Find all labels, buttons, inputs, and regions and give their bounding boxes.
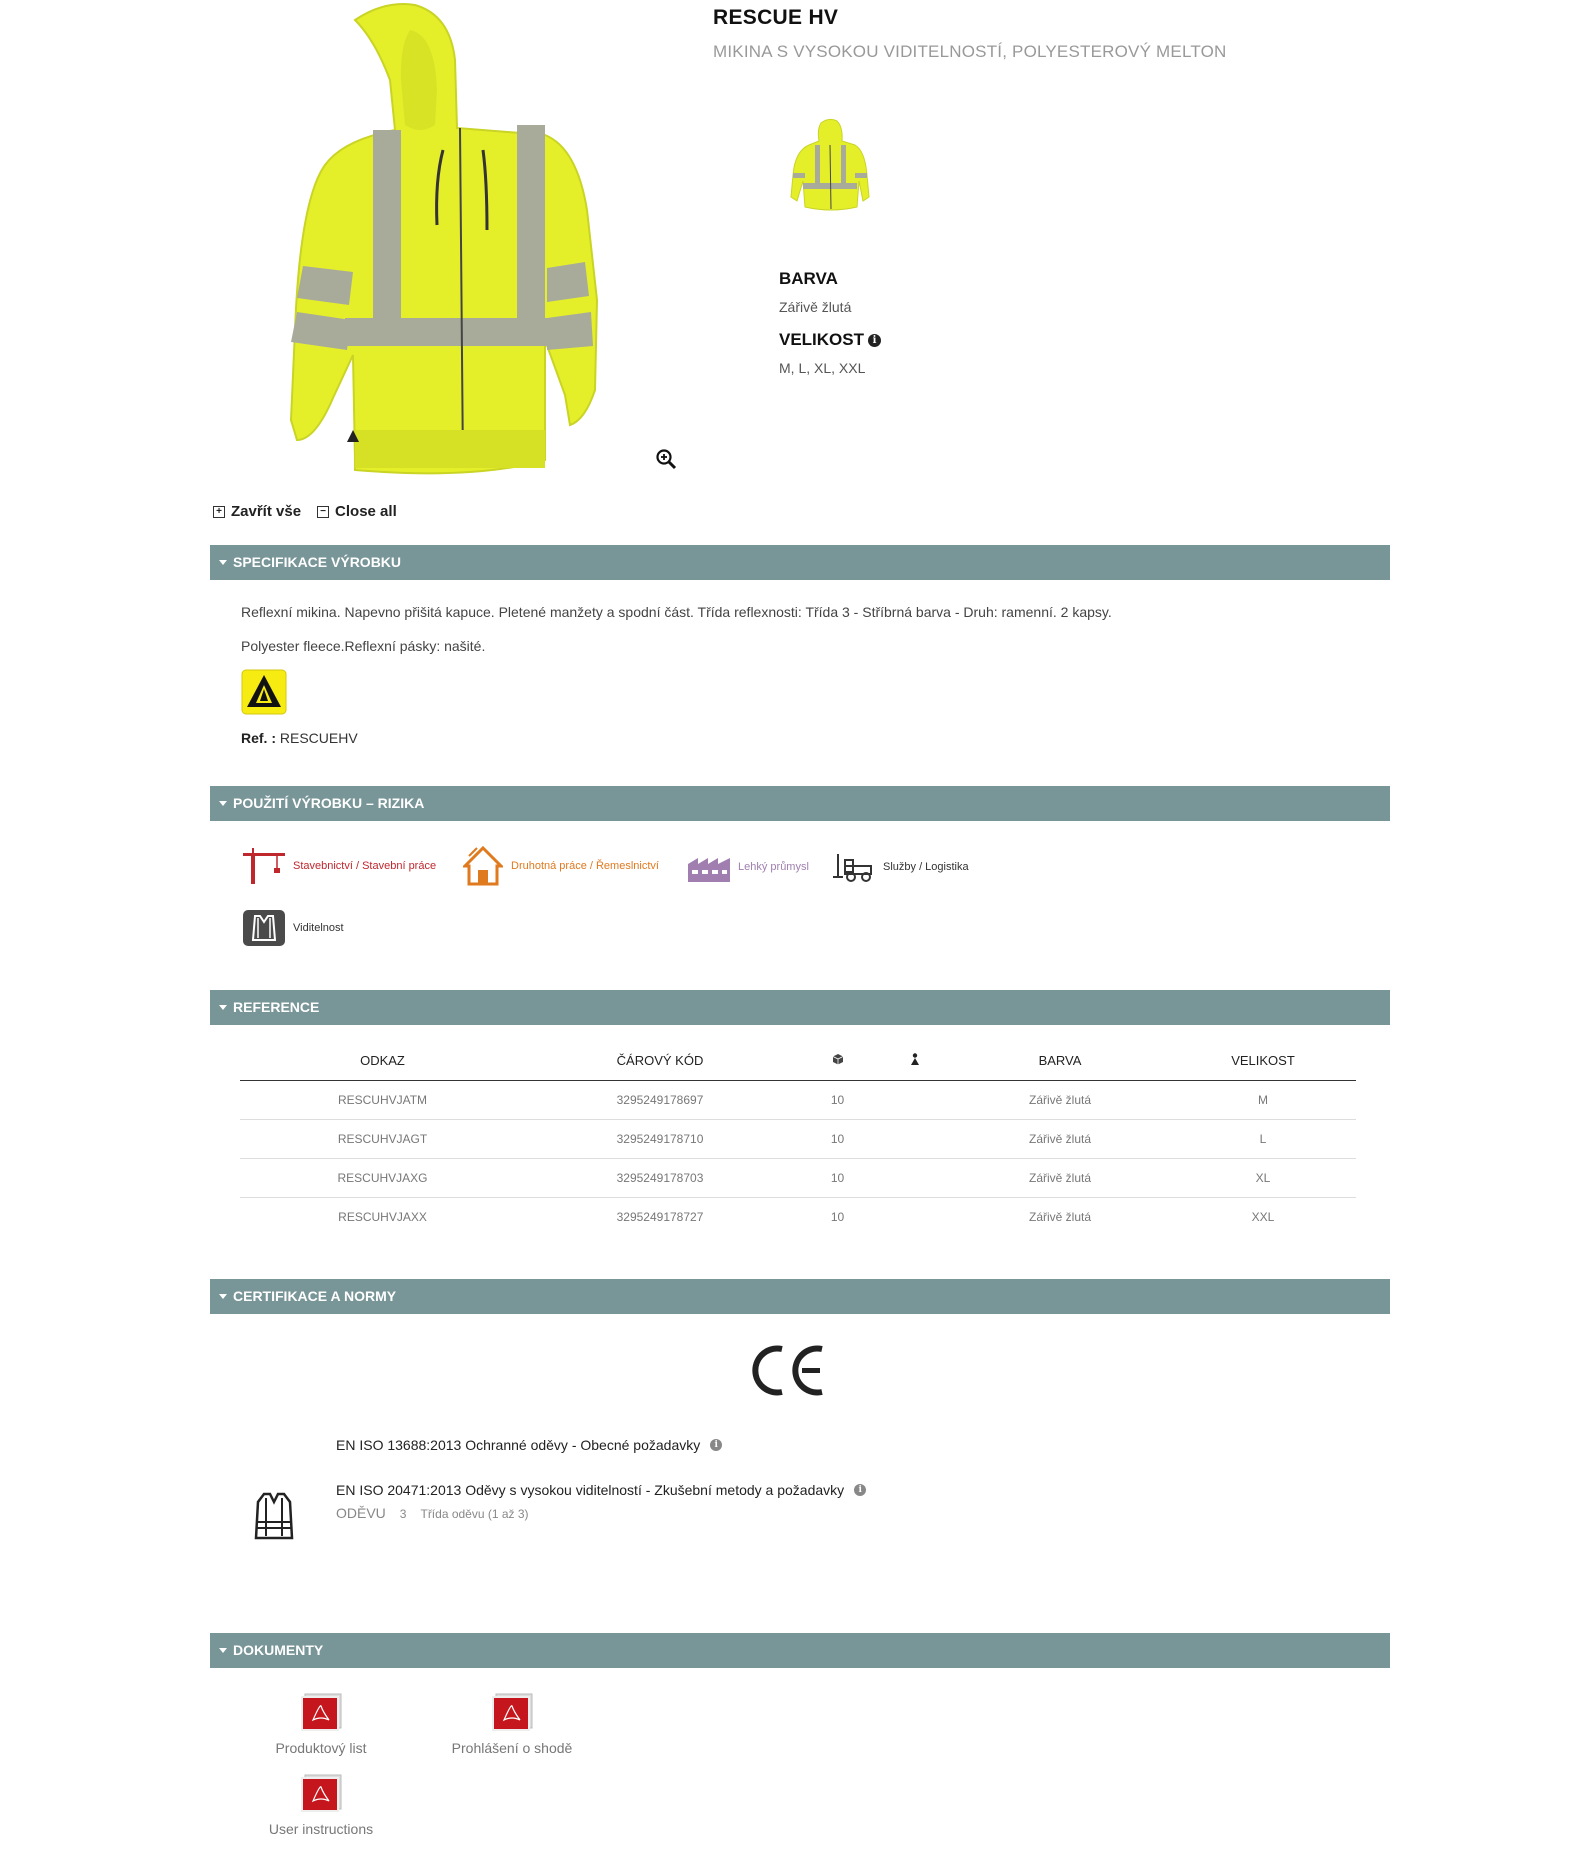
col-header-person xyxy=(880,1040,950,1081)
reference-table xyxy=(240,1040,1356,1236)
use-item-craft xyxy=(463,846,659,886)
use-item-label: Lehký průmysl xyxy=(738,861,809,873)
caret-down-icon xyxy=(219,1648,227,1653)
spec-material: Polyester fleece.Reflexní pásky: našité. xyxy=(241,638,486,654)
ce-mark-icon xyxy=(752,1343,826,1398)
cell-reference: RESCUHVJATM xyxy=(240,1081,525,1120)
section-header-spec[interactable] xyxy=(210,545,1390,580)
zoom-icon[interactable] xyxy=(655,448,677,470)
caret-down-icon xyxy=(219,801,227,806)
table-header-row xyxy=(240,1040,1356,1081)
cell-box: 10 xyxy=(795,1159,880,1198)
expand-all-button[interactable] xyxy=(213,503,301,520)
cell-person xyxy=(880,1120,950,1159)
table-row xyxy=(240,1198,1356,1237)
section-title: POUŽITÍ VÝROBKU – RIZIKA xyxy=(233,795,425,811)
pdf-icon xyxy=(490,1692,534,1732)
close-all-button[interactable] xyxy=(317,503,397,520)
cell-size: M xyxy=(1170,1081,1356,1120)
cell-color: Zářivě žlutá xyxy=(1028,1210,1092,1224)
product-subtitle: MIKINA S VYSOKOU VIDITELNOSTÍ, POLYESTEROVÝ MELTON xyxy=(713,42,1227,61)
use-item-visibility xyxy=(243,910,344,946)
close-all-label: Close all xyxy=(335,503,397,520)
size-value: M, L, XL, XXL xyxy=(779,360,866,376)
norm-iso-13688 xyxy=(336,1437,722,1453)
cell-barcode: 3295249178727 xyxy=(616,1210,704,1224)
document-user-instructions[interactable] xyxy=(241,1773,401,1837)
cell-person xyxy=(880,1198,950,1237)
document-declaration-of-conformity[interactable] xyxy=(432,1692,592,1756)
cell-color: Zářivě žlutá xyxy=(950,1081,1170,1120)
use-item-logistics xyxy=(833,852,969,882)
class-label: ODĚVU xyxy=(336,1505,386,1521)
cell-size: XL xyxy=(1170,1159,1356,1198)
use-item-industry xyxy=(688,852,809,882)
size-heading-row xyxy=(779,330,881,350)
crane-icon xyxy=(243,848,285,884)
size-heading: VELIKOST xyxy=(779,330,865,349)
document-product-sheet[interactable] xyxy=(241,1692,401,1756)
class-level: 3 xyxy=(399,1507,407,1521)
cell-barcode: 3295249178703 xyxy=(525,1159,795,1198)
hi-vis-vest-icon xyxy=(252,1492,296,1540)
product-title: RESCUE HV xyxy=(713,6,839,29)
info-icon[interactable]: i xyxy=(868,334,881,347)
norm-label: EN ISO 13688:2013 Ochranné oděvy - Obecné požadavky xyxy=(336,1437,701,1453)
person-icon xyxy=(910,1053,920,1065)
section-header-documents[interactable] xyxy=(210,1633,1390,1668)
table-row xyxy=(240,1120,1356,1159)
use-item-label: Stavebnictví / Stavební práce xyxy=(293,860,437,872)
product-thumbnail[interactable] xyxy=(780,114,878,220)
section-toggles xyxy=(213,503,405,520)
pdf-icon xyxy=(299,1773,343,1813)
color-heading: BARVA xyxy=(779,269,838,288)
section-header-certification[interactable] xyxy=(210,1279,1390,1314)
plus-box-icon: + xyxy=(213,506,225,518)
cell-box: 10 xyxy=(795,1081,880,1120)
cell-color: Zářivě žlutá xyxy=(950,1159,1170,1198)
col-header-size: VELIKOST xyxy=(1170,1040,1356,1081)
cell-person xyxy=(880,1159,950,1198)
col-header-box xyxy=(795,1040,880,1081)
minus-box-icon: − xyxy=(317,506,329,518)
section-title: REFERENCE xyxy=(233,999,320,1015)
box-icon xyxy=(832,1053,844,1065)
use-item-label: Služby / Logistika xyxy=(883,861,969,873)
norm-class-detail xyxy=(336,1505,529,1521)
cell-color: Zářivě žlutá xyxy=(950,1120,1170,1159)
document-label: User instructions xyxy=(268,1821,374,1837)
norm-iso-20471 xyxy=(336,1482,866,1498)
table-row xyxy=(240,1159,1356,1198)
use-item-construction xyxy=(243,848,436,884)
use-item-label: Viditelnost xyxy=(293,922,344,934)
norm-label: EN ISO 20471:2013 Oděvy s vysokou viditelností - Zkušební metody a požadavky xyxy=(336,1482,845,1498)
house-icon xyxy=(463,846,503,886)
class-description: Třída oděvu (1 až 3) xyxy=(420,1507,529,1521)
cell-box: 10 xyxy=(830,1210,845,1224)
document-label: Produktový list xyxy=(275,1740,367,1756)
section-title: SPECIFIKACE VÝROBKU xyxy=(233,554,402,570)
cell-size: L xyxy=(1170,1120,1356,1159)
expand-all-label: Zavřít vše xyxy=(231,503,302,520)
cell-person xyxy=(880,1081,950,1120)
ref-label: Ref. : xyxy=(241,730,276,746)
factory-icon xyxy=(688,852,730,882)
section-header-reference[interactable] xyxy=(210,990,1390,1025)
ref-value: RESCUEHV xyxy=(279,730,358,746)
caret-down-icon xyxy=(219,1005,227,1010)
col-header-barcode: ČÁROVÝ KÓD xyxy=(525,1040,795,1081)
visibility-vest-icon xyxy=(243,910,285,946)
info-icon[interactable]: i xyxy=(710,1439,722,1451)
cell-reference: RESCUHVJAXG xyxy=(240,1159,525,1198)
cell-barcode: 3295249178697 xyxy=(525,1081,795,1120)
table-row xyxy=(240,1081,1356,1120)
cell-box: 10 xyxy=(795,1120,880,1159)
color-value: Zářivě žlutá xyxy=(779,299,852,315)
brand-logo-icon xyxy=(241,669,287,715)
use-item-label: Druhotná práce / Řemeslnictví xyxy=(511,860,659,872)
section-title: CERTIFIKACE A NORMY xyxy=(233,1288,397,1304)
caret-down-icon xyxy=(219,560,227,565)
spec-reference xyxy=(241,730,358,746)
pdf-icon xyxy=(299,1692,343,1732)
col-header-reference: ODKAZ xyxy=(240,1040,525,1081)
section-header-use[interactable] xyxy=(210,786,1390,821)
col-header-color: BARVA xyxy=(950,1040,1170,1081)
cell-barcode: 3295249178710 xyxy=(525,1120,795,1159)
caret-down-icon xyxy=(219,1294,227,1299)
cell-reference: RESCUHVJAXX xyxy=(338,1210,427,1224)
forklift-icon xyxy=(833,852,875,882)
product-image[interactable] xyxy=(225,0,685,480)
info-icon[interactable]: i xyxy=(854,1484,866,1496)
section-title: DOKUMENTY xyxy=(233,1642,324,1658)
spec-description: Reflexní mikina. Napevno přišitá kapuce. Pletené manžety a spodní část. Třída reflexnosti: Třída 3 - Stříbrná barva - Druh: ramenní. 2 kapsy. xyxy=(241,604,1112,620)
document-label: Prohlášení o shodě xyxy=(451,1740,573,1756)
cell-size: XXL xyxy=(1251,1210,1275,1224)
cell-reference: RESCUHVJAGT xyxy=(240,1120,525,1159)
